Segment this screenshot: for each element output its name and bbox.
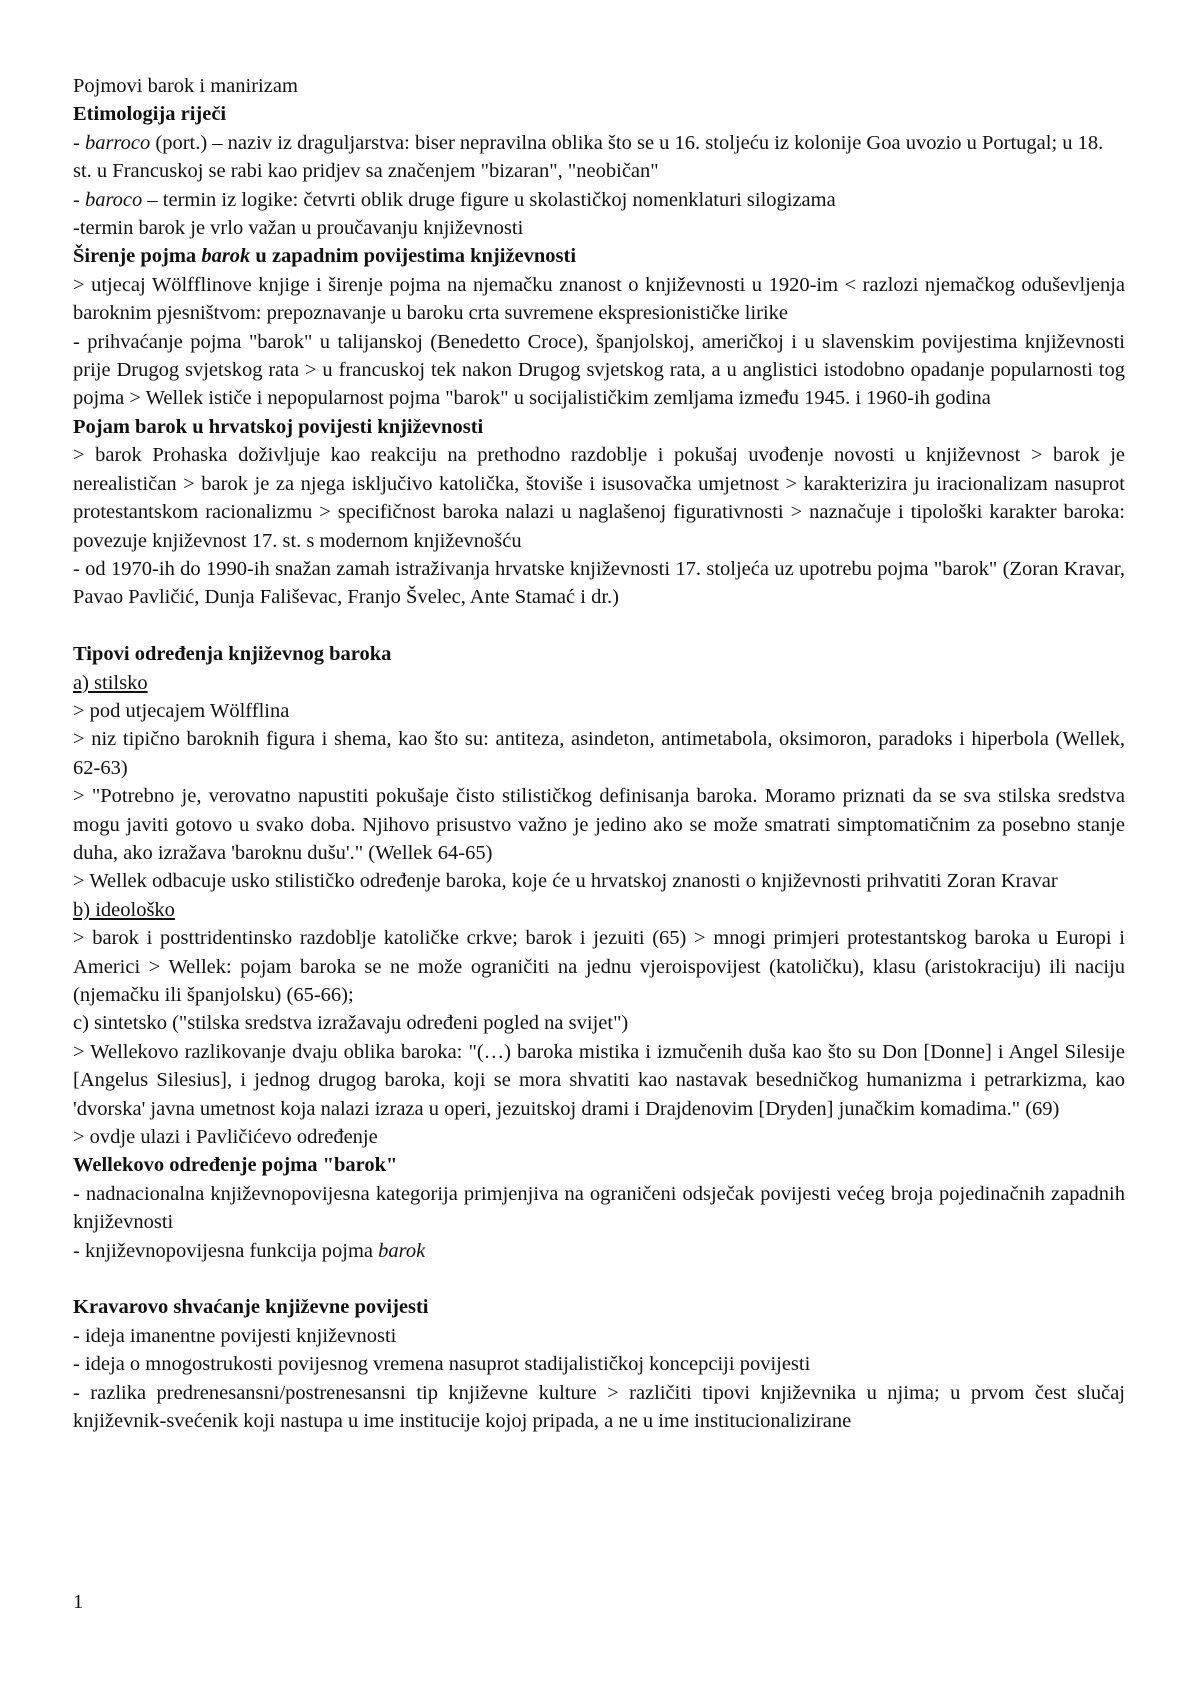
paragraph: > Wellekovo razlikovanje dvaju oblika baroka: "(…) baroka mistika i izmučenih duša kao što su Don [Donne] i Angel Silesije [Angelus Silesius], i jednog drugog baroka, koji se mora shvatiti kao nastavak besedničkog humanizma i petrarkizma, kao 'dvorska' javna umetnost koja nalazi izraza u operi, jezuitskoj drami i Drajdenovim [Dryden] junačkim komadima." (69) [73,1040,1125,1120]
term-baroco: baroco [84,188,143,211]
heading-part: Širenje pojma [73,245,202,268]
dash: - [73,131,85,154]
dash: - [73,188,85,211]
paragraph: > pod utjecajem Wölfflina [73,699,290,722]
subheading-stylistic: a) stilsko [73,671,148,694]
paragraph [73,1237,1125,1265]
paragraph: > niz tipično baroknih figura i shema, kao što su: antiteza, asindeton, antimetabola, oksimoron, paradoks i hiperbola (Wellek, 62-63) [73,728,1125,779]
text: - književnopovijesna funkcija pojma [73,1239,379,1262]
heading-part: u zapadnim povijestima književnosti [250,245,577,268]
heading-term: barok [201,245,251,268]
blank-line [73,1265,1125,1293]
section-heading-types: Tipovi određenja književnog baroka [73,643,392,666]
page-number: 1 [73,1591,84,1613]
paragraph: > Wellek odbacuje usko stilističko određenje baroka, koje će u hrvatskoj znanosti o književnosti prihvatiti Zoran Kravar [73,870,1058,893]
section-heading-wellek: Wellekovo određenje pojma "barok" [73,1154,398,1177]
paragraph: - ideja o mnogostrukosti povijesnog vremena nasuprot stadijalističkoj koncepciji povijesti [73,1353,811,1376]
text: (port.) – naziv iz draguljarstva: biser nepravilna oblika što se u 16. stoljeću iz kolonije Goa uvozio u Portugal; u 18. st. u Francuskoj se rabi kao pridjev sa značenjem "bizaran", "neobičan" [73,131,1104,183]
paragraph: > barok Prohaska doživljuje kao reakciju na prethodno razdoblje i pokušaj uvođenje novosti u književnost > barok je nerealističan > barok je za njega isključivo katolička, štoviše i isusovačka umjetnost > karakterizira ju iracionalizam nasuprot protestantskom racionalizmu > specifičnost baroka nalazi u naglašenoj figurativnosti > naznačuje i tipološki karakter baroka: povezuje književnost 17. st. s modernom književnošću [73,444,1125,552]
paragraph: - nadnacionalna književnopovijesna kategorija primjenjiva na ograničeni odsječak povijesti većeg broja pojedinačnih zapadnih književnosti [73,1182,1125,1234]
section-heading-kravar: Kravarovo shvaćanje književne povijesti [73,1296,429,1319]
section-heading-spread [73,242,1125,270]
subheading-ideological: b) ideološko [73,898,175,921]
text: – termin iz logike: četvrti oblik druge figure u skolastičkoj nomenklaturi silogizama [142,188,836,211]
paragraph: -termin barok je vrlo važan u proučavanju književnosti [73,217,524,240]
paragraph: > ovdje ulazi i Pavličićevo određenje [73,1126,378,1149]
paragraph [73,186,1125,214]
subheading-synthetic: c) sintetsko ("stilska sredstva izražavaju određeni pogled na svijet") [73,1012,629,1035]
term-barok: barok [378,1239,426,1262]
paragraph: - ideja imanentne povijesti književnosti [73,1324,397,1347]
paragraph: > barok i posttridentinsko razdoblje katoličke crkve; barok i jezuiti (65) > mnogi primjeri protestantskog baroka u Europi i Americi > Wellek: pojam baroka se ne može ograničiti na jednu vjeroispovijest (katoličku), klasu (aristokraciju) ili naciju (njemačku ili španjolsku) (65-66); [73,927,1125,1006]
term-barroco: barroco [84,131,151,154]
paragraph: - razlika predrenesansni/postrenesansni tip književne kulture > različiti tipovi književnika u njima; u prvom čest slučaj književnik-svećenik koji nastupa u ime institucije kojoj pripada, a ne u ime institucionalizirane [73,1381,1125,1433]
document-title: Pojmovi barok i manirizam [73,75,298,97]
paragraph: - prihvaćanje pojma "barok" u talijanskoj (Benedetto Croce), španjolskoj, američkoj i u slavenskim povijestima književnosti prije Drugog svjetskog rata > u francuskoj tek nakon Drugog svjetskog rata, a u anglistici istodobno opadanje popularnosti tog pojma > Wellek ističe i nepopularnost pojma "barok" u socijalističkim zemljama između 1945. i 1960-ih godina [73,330,1125,410]
paragraph: > "Potrebno je, verovatno napustiti pokušaje čisto stilističkog definisanja baroka. Moramo priznati da se sva stilska sredstva mogu javiti gotovo u svako doba. Njihovo prisustvo važno je jedino ako se može smatrati simptomatičnim za posebno stanje duha, ako izražava 'baroknu dušu'." (Wellek 64-65) [73,785,1125,864]
paragraph [73,129,1125,186]
document-page [73,72,1125,1435]
section-heading-etymology: Etimologija riječi [73,103,227,126]
blank-line [73,612,1125,640]
paragraph: > utjecaj Wölfflinove knjige i širenje pojma na njemačku znanost o književnosti u 1920-im < razlozi njemačkog oduševljenja baroknim pjesništvom: prepoznavanje u baroku crta suvremene ekspresionističke lirike [73,273,1125,325]
section-heading-croatian: Pojam barok u hrvatskoj povijesti književnosti [73,415,484,438]
paragraph: - od 1970-ih do 1990-ih snažan zamah istraživanja hrvatske književnosti 17. stoljeća uz upotrebu pojma "barok" (Zoran Kravar, Pavao Pavličić, Dunja Fališevac, Franjo Švelec, Ante Stamać i dr.) [73,557,1125,609]
